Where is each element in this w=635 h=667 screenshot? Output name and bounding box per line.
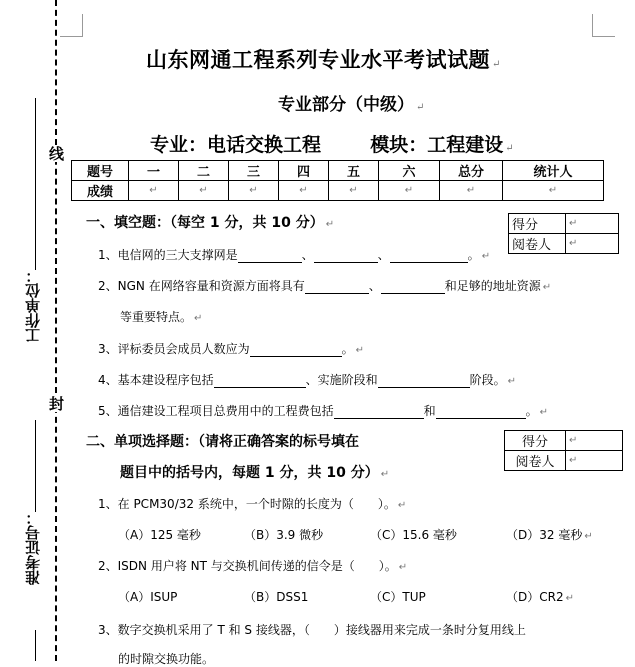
score-cell: 总分 — [440, 161, 503, 181]
work-unit-label: 工作单位： — [24, 268, 42, 343]
score-table-header-row — [72, 161, 604, 181]
grader-score-label: 得分 — [509, 214, 566, 234]
choice-question-1: 1、在 PCM30/32 系统中，一个时隙的长度为（ ）。 ↵ — [98, 497, 407, 511]
grader-box-2 — [504, 430, 623, 471]
grader-reviewer-label: 阅卷人 — [505, 451, 566, 471]
grader-score-label: 得分 — [505, 431, 566, 451]
answer-blank[interactable] — [238, 250, 302, 263]
fill-question-3: 3、评标委员会成员人数应为 。 ↵ — [98, 342, 365, 356]
major-text: 专业：电话交换工程 — [150, 134, 322, 156]
score-input-cell[interactable]: ↵ — [379, 181, 440, 201]
grader-score-cell[interactable]: ↵ — [566, 214, 619, 234]
choice-question-2: 2、ISDN 用户将 NT 与交换机间传递的信令是（ ）。 ↵ — [98, 559, 408, 573]
answer-blank[interactable] — [381, 281, 445, 294]
exam-id-label: 准考证号： — [24, 510, 42, 585]
answer-blank[interactable] — [314, 250, 378, 263]
answer-blank[interactable] — [436, 406, 526, 419]
name-line — [35, 630, 36, 661]
section2-heading: 二、单项选择题：（请将正确答案的标号填在 — [86, 434, 359, 450]
score-table-grade-row — [72, 181, 604, 201]
score-input-cell[interactable]: ↵ — [329, 181, 379, 201]
fill-question-2-cont: 等重要特点。 ↵ — [120, 310, 203, 324]
seal-mark-seal: 封 — [49, 395, 65, 413]
score-cell: 四 — [279, 161, 329, 181]
grader-reviewer-cell[interactable]: ↵ — [566, 451, 623, 471]
answer-blank[interactable] — [378, 375, 470, 388]
score-input-cell[interactable]: ↵ — [229, 181, 279, 201]
page-title: 山东网通工程系列专业水平考试试题 ↵ — [146, 47, 501, 72]
page-subtitle: 专业部分（中级） ↵ — [278, 95, 425, 115]
fill-question-4: 4、基本建设程序包括 、实施阶段和 阶段。 ↵ — [98, 373, 517, 387]
score-input-cell[interactable]: ↵ — [129, 181, 179, 201]
choice-option[interactable]: （B）3.9 微秒 — [244, 528, 324, 542]
score-table — [71, 160, 604, 201]
answer-blank[interactable] — [305, 281, 369, 294]
fill-question-1: 1、电信网的三大支撑网是 、 、 。 ↵ — [98, 248, 491, 262]
choice-option[interactable]: （D）32 毫秒 ↵ — [506, 528, 593, 542]
answer-blank[interactable] — [250, 344, 342, 357]
exam-id-line — [35, 420, 36, 512]
choice-option[interactable]: （C）15.6 毫秒 — [370, 528, 457, 542]
seal-mark-line: 线 — [49, 145, 65, 163]
seal-dashed-line — [55, 0, 57, 661]
score-cell: 六 — [379, 161, 440, 181]
choice-option[interactable]: （B）DSS1 — [244, 590, 309, 604]
grader-reviewer-cell[interactable]: ↵ — [566, 234, 619, 254]
score-input-cell[interactable]: ↵ — [179, 181, 229, 201]
score-cell: 二 — [179, 161, 229, 181]
work-unit-line — [35, 98, 36, 270]
section1-heading: 一、填空题：（每空 1 分，共 10 分） ↵ — [86, 215, 335, 231]
score-cell: 成绩 — [72, 181, 129, 201]
score-input-cell[interactable]: ↵ — [503, 181, 604, 201]
answer-blank[interactable] — [214, 375, 306, 388]
choice-question-3: 3、数字交换机采用了 T 和 S 接线器，（ ）接线器用来完成一条时分复用线上 — [98, 623, 526, 637]
choice-option[interactable]: （A）125 毫秒 — [118, 528, 201, 542]
choice-option[interactable]: （C）TUP — [370, 590, 426, 604]
fill-question-2: 2、NGN 在网络容量和资源方面将具有 、 和足够的地址资源 ↵ — [98, 279, 552, 293]
score-cell: 五 — [329, 161, 379, 181]
score-cell: 三 — [229, 161, 279, 181]
module-text: 模块：工程建设 — [370, 134, 504, 156]
grader-reviewer-label: 阅卷人 — [509, 234, 566, 254]
answer-blank[interactable] — [334, 406, 424, 419]
score-cell: 一 — [129, 161, 179, 181]
score-input-cell[interactable]: ↵ — [440, 181, 503, 201]
grader-box-1 — [508, 213, 619, 254]
choice-question-3-cont: 的时隙交换功能。 — [118, 652, 215, 666]
score-cell: 题号 — [72, 161, 129, 181]
answer-blank[interactable] — [390, 250, 468, 263]
score-cell: 统计人 — [503, 161, 604, 181]
choice-option[interactable]: （D）CR2 ↵ — [506, 590, 574, 604]
fill-question-5: 5、通信建设工程项目总费用中的工程费包括 和 。 ↵ — [98, 404, 549, 418]
corner-mark-right — [592, 14, 615, 37]
score-input-cell[interactable]: ↵ — [279, 181, 329, 201]
major-module-line: 专业：电话交换工程 模块：工程建设 ↵ — [150, 134, 514, 156]
choice-option[interactable]: （A）ISUP — [118, 590, 178, 604]
section2-heading-cont: 题目中的括号内，每题 1 分，共 10 分） ↵ — [120, 465, 390, 481]
corner-mark-left — [60, 14, 83, 37]
grader-score-cell[interactable]: ↵ — [566, 431, 623, 451]
